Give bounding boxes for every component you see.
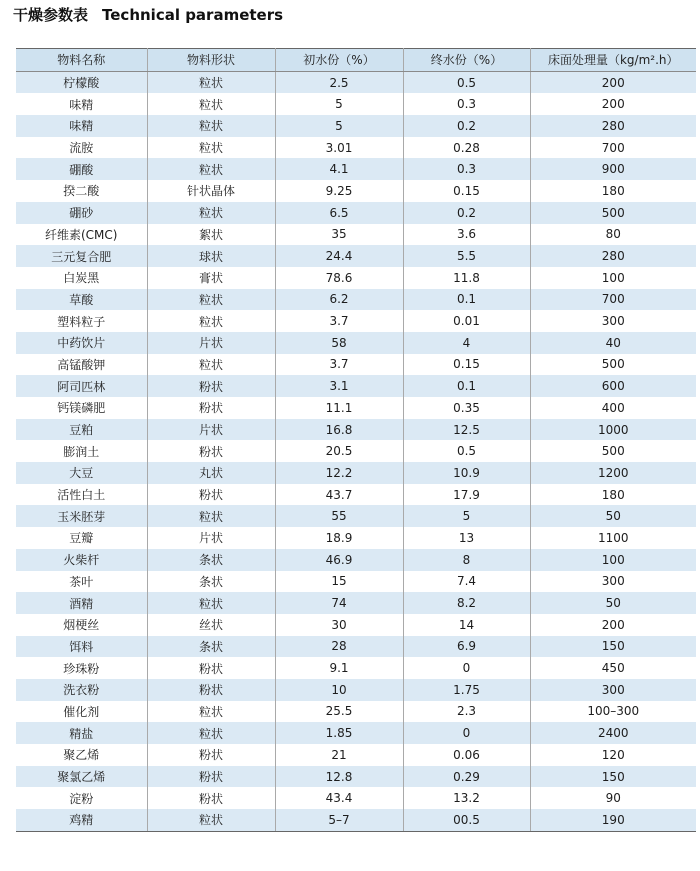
- cell-initial-moisture: 5: [275, 93, 403, 115]
- cell-material-name: 流胺: [16, 137, 147, 159]
- cell-material-name: 鸡精: [16, 809, 147, 831]
- cell-initial-moisture: 18.9: [275, 527, 403, 549]
- table-row: [16, 701, 696, 723]
- cell-material-name: 草酸: [16, 289, 147, 311]
- cell-material-name: 淀粉: [16, 787, 147, 809]
- cell-initial-moisture: 12.2: [275, 462, 403, 484]
- page-title-en: Technical parameters: [102, 6, 284, 24]
- cell-initial-moisture: 28: [275, 636, 403, 658]
- cell-final-moisture: 10.9: [403, 462, 530, 484]
- cell-material-shape: 片状: [147, 527, 275, 549]
- cell-bed-capacity: 150: [530, 766, 696, 788]
- cell-initial-moisture: 5–7: [275, 809, 403, 831]
- cell-final-moisture: 1.75: [403, 679, 530, 701]
- cell-material-shape: 片状: [147, 419, 275, 441]
- cell-material-shape: 膏状: [147, 267, 275, 289]
- cell-initial-moisture: 3.7: [275, 310, 403, 332]
- cell-initial-moisture: 43.4: [275, 787, 403, 809]
- table-row: [16, 744, 696, 766]
- cell-material-shape: 粉状: [147, 375, 275, 397]
- cell-final-moisture: 0: [403, 657, 530, 679]
- cell-bed-capacity: 80: [530, 224, 696, 246]
- cell-initial-moisture: 3.7: [275, 354, 403, 376]
- cell-final-moisture: 7.4: [403, 571, 530, 593]
- cell-final-moisture: 2.3: [403, 701, 530, 723]
- cell-final-moisture: 0.35: [403, 397, 530, 419]
- table-row: [16, 375, 696, 397]
- cell-initial-moisture: 25.5: [275, 701, 403, 723]
- table-row: [16, 180, 696, 202]
- cell-bed-capacity: 100: [530, 549, 696, 571]
- cell-material-shape: 条状: [147, 636, 275, 658]
- table-row: [16, 766, 696, 788]
- cell-final-moisture: 0: [403, 722, 530, 744]
- cell-material-shape: 粉状: [147, 787, 275, 809]
- cell-bed-capacity: 300: [530, 679, 696, 701]
- cell-final-moisture: 8.2: [403, 592, 530, 614]
- table-row: [16, 549, 696, 571]
- cell-bed-capacity: 200: [530, 614, 696, 636]
- cell-material-shape: 粒状: [147, 71, 275, 93]
- cell-material-name: 聚氯乙烯: [16, 766, 147, 788]
- cell-material-name: 豆粕: [16, 419, 147, 441]
- table-row: [16, 71, 696, 93]
- table-row: [16, 115, 696, 137]
- table-row: [16, 571, 696, 593]
- cell-bed-capacity: 50: [530, 592, 696, 614]
- cell-bed-capacity: 2400: [530, 722, 696, 744]
- cell-material-name: 三元复合肥: [16, 245, 147, 267]
- page-title-zh: 干燥参数表: [13, 6, 89, 24]
- cell-bed-capacity: 280: [530, 115, 696, 137]
- cell-material-shape: 粉状: [147, 766, 275, 788]
- cell-initial-moisture: 11.1: [275, 397, 403, 419]
- cell-final-moisture: 6.9: [403, 636, 530, 658]
- cell-material-shape: 条状: [147, 549, 275, 571]
- cell-initial-moisture: 58: [275, 332, 403, 354]
- cell-final-moisture: 3.6: [403, 224, 530, 246]
- cell-material-name: 硼砂: [16, 202, 147, 224]
- cell-initial-moisture: 35: [275, 224, 403, 246]
- cell-final-moisture: 13: [403, 527, 530, 549]
- cell-material-name: 茶叶: [16, 571, 147, 593]
- cell-final-moisture: 0.15: [403, 354, 530, 376]
- table-row: [16, 397, 696, 419]
- table-row: [16, 809, 696, 831]
- cell-initial-moisture: 9.25: [275, 180, 403, 202]
- cell-material-shape: 粉状: [147, 484, 275, 506]
- table-row: [16, 158, 696, 180]
- cell-initial-moisture: 15: [275, 571, 403, 593]
- table-row: [16, 440, 696, 462]
- page-title: [13, 4, 283, 25]
- cell-initial-moisture: 21: [275, 744, 403, 766]
- cell-initial-moisture: 2.5: [275, 71, 403, 93]
- cell-final-moisture: 0.5: [403, 440, 530, 462]
- cell-material-shape: 粒状: [147, 289, 275, 311]
- table-row: [16, 505, 696, 527]
- table-row: [16, 354, 696, 376]
- cell-bed-capacity: 200: [530, 71, 696, 93]
- header-initial-moisture: 初水份（%）: [275, 49, 403, 72]
- cell-bed-capacity: 150: [530, 636, 696, 658]
- table-row: [16, 657, 696, 679]
- cell-material-name: 揆二酸: [16, 180, 147, 202]
- table-row: [16, 527, 696, 549]
- cell-initial-moisture: 46.9: [275, 549, 403, 571]
- table-row: [16, 202, 696, 224]
- cell-initial-moisture: 12.8: [275, 766, 403, 788]
- cell-material-name: 精盐: [16, 722, 147, 744]
- cell-initial-moisture: 74: [275, 592, 403, 614]
- cell-final-moisture: 5.5: [403, 245, 530, 267]
- cell-final-moisture: 12.5: [403, 419, 530, 441]
- cell-material-name: 珍珠粉: [16, 657, 147, 679]
- cell-final-moisture: 5: [403, 505, 530, 527]
- cell-final-moisture: 0.2: [403, 115, 530, 137]
- cell-initial-moisture: 6.2: [275, 289, 403, 311]
- cell-initial-moisture: 9.1: [275, 657, 403, 679]
- table-row: [16, 310, 696, 332]
- cell-material-name: 玉米胚芽: [16, 505, 147, 527]
- cell-final-moisture: 11.8: [403, 267, 530, 289]
- cell-initial-moisture: 16.8: [275, 419, 403, 441]
- cell-bed-capacity: 200: [530, 93, 696, 115]
- cell-material-name: 催化剂: [16, 701, 147, 723]
- cell-initial-moisture: 43.7: [275, 484, 403, 506]
- cell-initial-moisture: 1.85: [275, 722, 403, 744]
- cell-material-shape: 丸状: [147, 462, 275, 484]
- cell-material-shape: 片状: [147, 332, 275, 354]
- cell-final-moisture: 0.06: [403, 744, 530, 766]
- header-final-moisture: 终水份（%）: [403, 49, 530, 72]
- table-row: [16, 592, 696, 614]
- cell-bed-capacity: 300: [530, 571, 696, 593]
- cell-material-shape: 针状晶体: [147, 180, 275, 202]
- header-bed-capacity: 床面处理量（kg/m².h）: [530, 49, 696, 72]
- cell-bed-capacity: 100: [530, 267, 696, 289]
- cell-bed-capacity: 450: [530, 657, 696, 679]
- cell-final-moisture: 0.2: [403, 202, 530, 224]
- cell-bed-capacity: 400: [530, 397, 696, 419]
- table-row: [16, 614, 696, 636]
- cell-bed-capacity: 500: [530, 202, 696, 224]
- cell-material-name: 大豆: [16, 462, 147, 484]
- table-row: [16, 267, 696, 289]
- cell-initial-moisture: 24.4: [275, 245, 403, 267]
- cell-material-name: 塑料粒子: [16, 310, 147, 332]
- cell-material-name: 中药饮片: [16, 332, 147, 354]
- cell-material-shape: 絮状: [147, 224, 275, 246]
- cell-initial-moisture: 20.5: [275, 440, 403, 462]
- cell-material-name: 味精: [16, 115, 147, 137]
- cell-final-moisture: 0.1: [403, 375, 530, 397]
- cell-material-shape: 球状: [147, 245, 275, 267]
- cell-material-name: 豆瓣: [16, 527, 147, 549]
- cell-bed-capacity: 90: [530, 787, 696, 809]
- cell-material-name: 钙镁磷肥: [16, 397, 147, 419]
- table-row: [16, 245, 696, 267]
- cell-initial-moisture: 55: [275, 505, 403, 527]
- cell-material-name: 烟梗丝: [16, 614, 147, 636]
- cell-bed-capacity: 180: [530, 180, 696, 202]
- cell-material-name: 阿司匹林: [16, 375, 147, 397]
- cell-material-shape: 粉状: [147, 744, 275, 766]
- cell-material-shape: 粒状: [147, 115, 275, 137]
- table-row: [16, 722, 696, 744]
- cell-bed-capacity: 1100: [530, 527, 696, 549]
- cell-material-shape: 粉状: [147, 440, 275, 462]
- cell-bed-capacity: 100–300: [530, 701, 696, 723]
- cell-initial-moisture: 3.1: [275, 375, 403, 397]
- cell-material-shape: 粒状: [147, 310, 275, 332]
- cell-final-moisture: 8: [403, 549, 530, 571]
- cell-final-moisture: 0.1: [403, 289, 530, 311]
- cell-bed-capacity: 700: [530, 137, 696, 159]
- cell-initial-moisture: 3.01: [275, 137, 403, 159]
- cell-material-shape: 粉状: [147, 657, 275, 679]
- table-row: [16, 93, 696, 115]
- cell-bed-capacity: 500: [530, 354, 696, 376]
- cell-initial-moisture: 10: [275, 679, 403, 701]
- cell-bed-capacity: 700: [530, 289, 696, 311]
- cell-material-shape: 粉状: [147, 679, 275, 701]
- cell-final-moisture: 0.28: [403, 137, 530, 159]
- cell-final-moisture: 0.15: [403, 180, 530, 202]
- header-material-name: 物料名称: [16, 49, 147, 72]
- table-row: [16, 462, 696, 484]
- table-row: [16, 224, 696, 246]
- cell-bed-capacity: 900: [530, 158, 696, 180]
- cell-initial-moisture: 4.1: [275, 158, 403, 180]
- cell-material-shape: 粒状: [147, 158, 275, 180]
- cell-material-shape: 粉状: [147, 397, 275, 419]
- cell-material-name: 柠檬酸: [16, 71, 147, 93]
- cell-bed-capacity: 280: [530, 245, 696, 267]
- cell-bed-capacity: 120: [530, 744, 696, 766]
- cell-initial-moisture: 30: [275, 614, 403, 636]
- table-row: [16, 636, 696, 658]
- cell-material-shape: 粒状: [147, 93, 275, 115]
- cell-material-name: 饵料: [16, 636, 147, 658]
- cell-material-name: 硼酸: [16, 158, 147, 180]
- table-row: [16, 332, 696, 354]
- cell-bed-capacity: 1000: [530, 419, 696, 441]
- cell-final-moisture: 13.2: [403, 787, 530, 809]
- cell-bed-capacity: 500: [530, 440, 696, 462]
- cell-material-name: 纤维素(CMC): [16, 224, 147, 246]
- cell-final-moisture: 4: [403, 332, 530, 354]
- cell-material-shape: 粒状: [147, 809, 275, 831]
- cell-initial-moisture: 5: [275, 115, 403, 137]
- cell-material-shape: 粒状: [147, 701, 275, 723]
- cell-bed-capacity: 40: [530, 332, 696, 354]
- table-row: [16, 137, 696, 159]
- cell-material-shape: 粒状: [147, 354, 275, 376]
- cell-bed-capacity: 190: [530, 809, 696, 831]
- cell-final-moisture: 14: [403, 614, 530, 636]
- cell-final-moisture: 0.3: [403, 93, 530, 115]
- cell-bed-capacity: 600: [530, 375, 696, 397]
- cell-material-name: 洗衣粉: [16, 679, 147, 701]
- header-row: [16, 49, 696, 72]
- cell-final-moisture: 17.9: [403, 484, 530, 506]
- cell-material-name: 活性白土: [16, 484, 147, 506]
- table-header: [16, 49, 696, 72]
- cell-material-shape: 粒状: [147, 137, 275, 159]
- cell-final-moisture: 00.5: [403, 809, 530, 831]
- cell-bed-capacity: 300: [530, 310, 696, 332]
- technical-parameters-table: [16, 48, 696, 832]
- cell-material-name: 膨润土: [16, 440, 147, 462]
- cell-final-moisture: 0.01: [403, 310, 530, 332]
- cell-material-name: 白炭黑: [16, 267, 147, 289]
- table-row: [16, 787, 696, 809]
- cell-initial-moisture: 78.6: [275, 267, 403, 289]
- table-body: [16, 71, 696, 831]
- cell-final-moisture: 0.29: [403, 766, 530, 788]
- cell-material-shape: 条状: [147, 571, 275, 593]
- table-row: [16, 484, 696, 506]
- cell-material-shape: 粒状: [147, 505, 275, 527]
- header-material-shape: 物料形状: [147, 49, 275, 72]
- cell-material-shape: 粒状: [147, 592, 275, 614]
- cell-final-moisture: 0.3: [403, 158, 530, 180]
- cell-material-shape: 丝状: [147, 614, 275, 636]
- cell-bed-capacity: 1200: [530, 462, 696, 484]
- cell-material-name: 聚乙烯: [16, 744, 147, 766]
- cell-material-shape: 粒状: [147, 722, 275, 744]
- cell-bed-capacity: 180: [530, 484, 696, 506]
- cell-final-moisture: 0.5: [403, 71, 530, 93]
- cell-material-name: 高锰酸钾: [16, 354, 147, 376]
- cell-material-name: 酒精: [16, 592, 147, 614]
- table-row: [16, 419, 696, 441]
- table-row: [16, 289, 696, 311]
- cell-material-name: 火柴杆: [16, 549, 147, 571]
- cell-initial-moisture: 6.5: [275, 202, 403, 224]
- cell-material-shape: 粒状: [147, 202, 275, 224]
- cell-material-name: 味精: [16, 93, 147, 115]
- cell-bed-capacity: 50: [530, 505, 696, 527]
- table-row: [16, 679, 696, 701]
